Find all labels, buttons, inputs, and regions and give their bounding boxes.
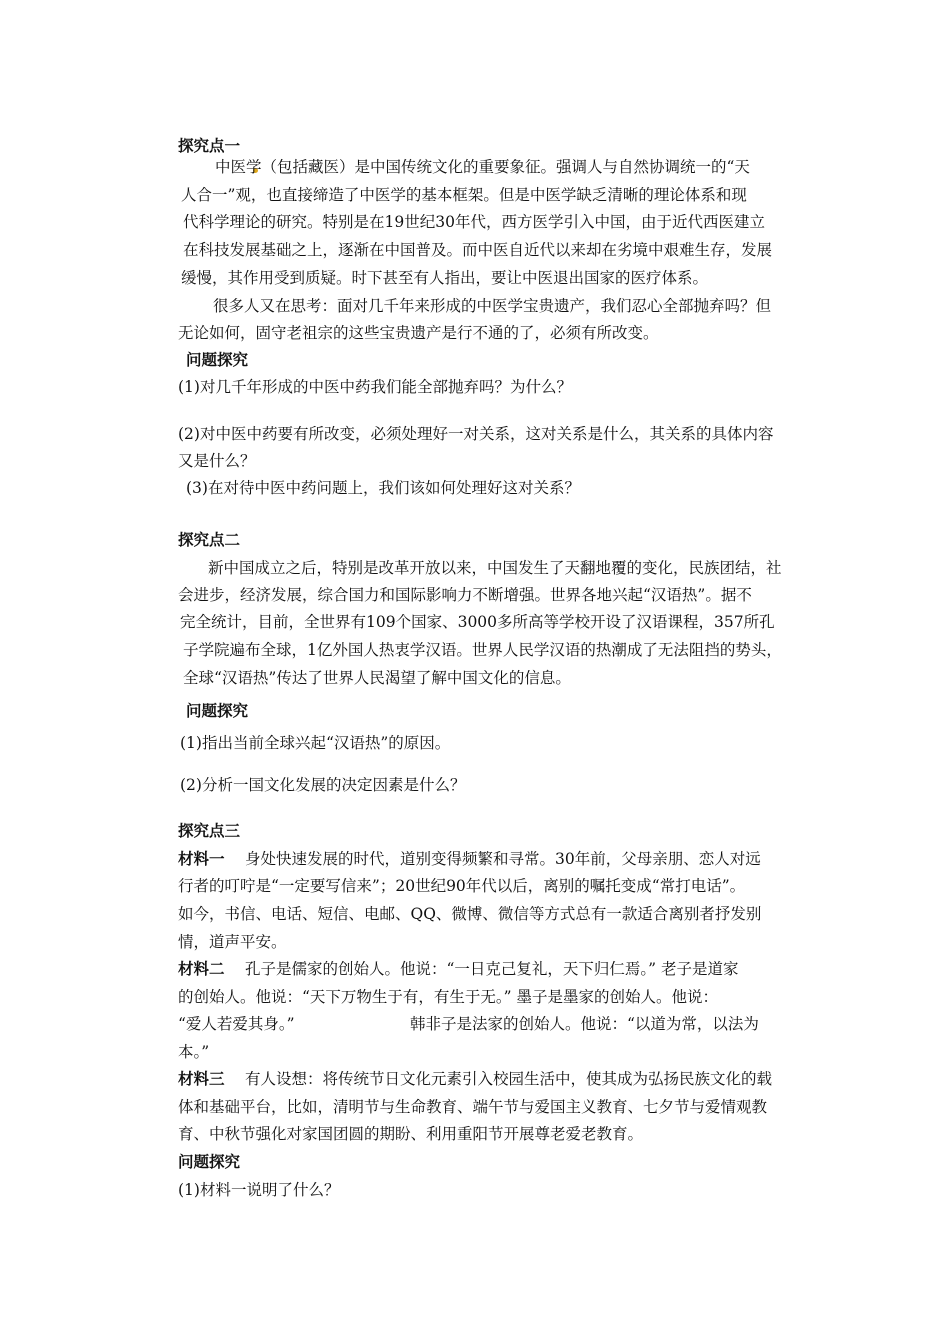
- paragraph-line: 人合一”观，也直接缔造了中医学的基本框架。但是中医学缺乏清晰的理论体系和现: [181, 186, 747, 204]
- paragraph-line: 新中国成立之后，特别是改革开放以来，中国发生了天翻地覆的变化，民族团结，社: [208, 559, 782, 577]
- paragraph-line: 的创始人。他说：“天下万物生于有，有生于无。” 墨子是墨家的创始人。他说：: [178, 988, 719, 1006]
- paragraph-line: 子学院遍布全球，1亿外国人热衷学汉语。世界人民学汉语的热潮成了无法阻挡的势头，: [183, 641, 782, 659]
- questions-heading: 问题探究: [186, 350, 249, 369]
- paragraph-line: 代科学理论的研究。特别是在19世纪30年代，西方医学引入中国，由于近代西医建立: [183, 213, 765, 231]
- paragraph-line: “爱人若爱其身。”: [178, 1015, 295, 1033]
- section-heading: 探究点三: [178, 821, 241, 840]
- question-item: (1)材料一说明了什么？: [178, 1181, 340, 1199]
- material-label: 材料三: [178, 1069, 225, 1088]
- section-heading: 探究点二: [178, 530, 241, 549]
- paragraph-line: 有人设想：将传统节日文化元素引入校园生活中，使其成为弘扬民族文化的载: [245, 1070, 773, 1088]
- material-label: 材料一: [178, 849, 225, 868]
- question-item: (2)对中医中药要有所改变，必须处理好一对关系，这对关系是什么，其关系的具体内容: [178, 425, 774, 443]
- questions-heading: 问题探究: [178, 1152, 241, 1171]
- paragraph-line: 本。”: [178, 1043, 210, 1061]
- question-item: (1)对几千年形成的中医中药我们能全部抛弃吗？为什么？: [178, 378, 572, 396]
- paragraph-line: 会进步，经济发展，综合国力和国际影响力不断增强。世界各地兴起“汉语热”。据不: [178, 586, 752, 604]
- paragraph-line: 体和基础平台，比如，清明节与生命教育、端午节与爱国主义教育、七夕节与爱情观教: [178, 1098, 768, 1116]
- paragraph-line: 行者的叮咛是“一定要写信来”；20世纪90年代以后，离别的嘱托变成“常打电话”。: [178, 877, 746, 895]
- paragraph-line: 在科技发展基础之上，逐渐在中国普及。而中医自近代以来却在劣境中艰难生存，发展: [183, 241, 773, 259]
- paragraph-line: 缓慢，其作用受到质疑。时下甚至有人指出，要让中医退出国家的医疗体系。: [181, 269, 709, 287]
- material-label: 材料二: [178, 959, 225, 978]
- question-item: (2)分析一国文化发展的决定因素是什么？: [180, 776, 466, 794]
- paragraph-line: 韩非子是法家的创始人。他说：“以道为常，以法为: [410, 1015, 759, 1033]
- paragraph-line: 孔子是儒家的创始人。他说：“一日克己复礼，天下归仁焉。” 老子是道家: [245, 960, 739, 978]
- question-item: 又是什么？: [178, 452, 256, 470]
- paragraph-line: 育、中秋节强化对家国团圆的期盼、利用重阳节开展尊老爱老教育。: [178, 1125, 644, 1143]
- question-item: (3)在对待中医中药问题上，我们该如何处理好这对关系？: [186, 479, 580, 497]
- question-item: (1)指出当前全球兴起“汉语热”的原因。: [180, 734, 451, 752]
- paragraph-line: 身处快速发展的时代，道别变得频繁和寻常。30年前，父母亲朋、恋人对远: [245, 850, 761, 868]
- paragraph-line: 很多人又在思考：面对几千年来形成的中医学宝贵遗产，我们忍心全部抛弃吗？但: [213, 297, 772, 315]
- paragraph-line: 全球“汉语热”传达了世界人民渴望了解中国文化的信息。: [183, 669, 571, 687]
- paragraph-line: 中医学（包括藏医）是中国传统文化的重要象征。强调人与自然协调统一的“天: [215, 158, 750, 176]
- section-heading: 探究点一: [178, 136, 241, 155]
- paragraph-line: 情，道声平安。: [178, 933, 287, 951]
- paragraph-line: 完全统计，目前，全世界有109个国家、3000多所高等学校开设了汉语课程，357所孔: [180, 613, 775, 631]
- paragraph-line: 如今，书信、电话、短信、电邮、QQ、微博、微信等方式总有一款适合离别者抒发别: [178, 905, 762, 923]
- paragraph-line: 无论如何，固守老祖宗的这些宝贵遗产是行不通的了，必须有所改变。: [178, 324, 659, 342]
- questions-heading: 问题探究: [186, 701, 249, 720]
